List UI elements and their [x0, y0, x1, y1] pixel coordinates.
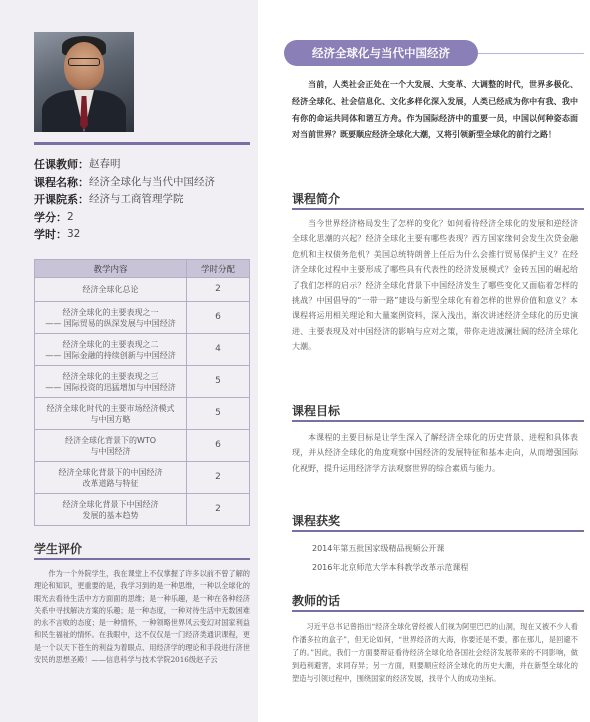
student-eval-title: 学生评价 — [34, 542, 83, 556]
table-row — [35, 430, 250, 462]
course-name: 经济全球化与当代中国经济 — [89, 175, 215, 188]
awards-title: 课程获奖 — [292, 514, 341, 528]
credit-label: 学分： — [34, 210, 67, 224]
credit-value: 2 — [67, 210, 74, 223]
row-hours: 5 — [187, 398, 250, 430]
table-row — [35, 494, 250, 526]
row-content: 经济全球化背景下的中国经济 改革道路与特征 — [35, 462, 187, 494]
overview-rule — [292, 208, 584, 210]
banner-rule — [478, 53, 584, 54]
row-content: 经济全球化的主要表现之三 —— 国际投资的迅猛增加与中国经济 — [35, 366, 187, 398]
table-row — [35, 366, 250, 398]
teacher-photo — [34, 32, 134, 132]
row-content: 经济全球化的主要表现之一 —— 国际贸易的纵深发展与中国经济 — [35, 302, 187, 334]
header-hours: 学时分配 — [187, 260, 250, 278]
table-row — [35, 398, 250, 430]
row-content: 经济全球化背景下中国经济 发展的基本趋势 — [35, 494, 187, 526]
course-label: 课程名称： — [34, 175, 89, 189]
row-hours: 5 — [187, 366, 250, 398]
teacher-msg-title: 教师的话 — [292, 594, 341, 608]
course-title-banner: 经济全球化与当代中国经济 — [284, 40, 478, 66]
hours-value: 32 — [67, 228, 81, 240]
table-row — [35, 462, 250, 494]
table-row — [35, 302, 250, 334]
row-hours: 2 — [187, 278, 250, 302]
left-panel — [0, 0, 258, 722]
student-eval-rule — [34, 558, 250, 560]
row-content: 经济全球化的主要表现之二 —— 国际金融的持续创新与中国经济 — [35, 334, 187, 366]
row-hours: 2 — [187, 462, 250, 494]
row-hours: 6 — [187, 302, 250, 334]
header-content: 教学内容 — [35, 260, 187, 278]
teacher-msg-text: 习近平总书记曾指出“经济全球化曾经被人们视为阿里巴巴的山洞，现在又被不少人看作潘多拉的盒子”，但无论如何，“世界经济的大海，你要还是不要，都在那儿，是回避不了的。”因此，我们一方面要辩证看待经济全球化给各国社会经济发展带来的不同影响，做到趋利避害，求同存异；另一方面，则要顺应经济全球化的历史大潮，并在新型全球化的塑造与引领过程中，围绕国家的经济发展，找寻个人的成功坐标。 — [292, 622, 578, 683]
row-content: 经济全球化背景下的WTO 与中国经济 — [35, 430, 187, 462]
intro-text: 当前，人类社会正处在一个大发展、大变革、大调整的时代，世界多极化、经济全球化、社会信息化、文化多样化深入发展，人类已经成为你中有我、我中有你的命运共同体和谐互方舟。作为国际经济中的重要一员，中国以何种姿态面对当前世界？既要顺应经济全球化大潮，又将引领新型全球化的前行之路！ — [292, 79, 578, 140]
course-info — [34, 156, 215, 244]
student-eval-text: 作为一个外院学生，我在课堂上不仅掌握了许多以前不曾了解的理论和知识，更重要的是，我学习到的是一种思维，一种以全球化的眼光去看待生活中方方面面的思维；是一种乐趣，是一种在各种经济关系中寻找解决方案的乐趣；是一种态度，一种对待生活中无数困难的永不言败的态度；是一种情怀，一种领略世界风云变幻对国家利益和民生福祉的情怀。在我眼中，这不仅仅是一门经济类通识课程，更是一个以天下苍生的利益为着眼点、用经济学的理论和手段进行济世安民的思想圣殿！——信息科学与技术学院2016级赵子云 — [34, 569, 250, 665]
teacher-msg-rule — [292, 610, 584, 612]
row-content: 经济全球化时代的主要市场经济模式 与中国方略 — [35, 398, 187, 430]
goals-text: 本课程的主要目标是让学生深入了解经济全球化的历史背景、进程和具体表现，并从经济全球化的角度观察中国经济的发展特征和基本走向，从而增强国际化视野，提升运用经济学方法观察世界的综合素质与能力。 — [292, 433, 578, 473]
row-hours: 6 — [187, 430, 250, 462]
awards-rule — [292, 530, 584, 532]
teacher-label: 任课教师： — [34, 158, 89, 171]
hours-label: 学时： — [34, 228, 67, 241]
table-header-row — [35, 260, 250, 278]
school-label: 开课院系： — [34, 193, 89, 206]
award-item: 2014年第五批国家级精品视频公开课 — [312, 544, 445, 553]
row-hours: 4 — [187, 334, 250, 366]
goals-title: 课程目标 — [292, 404, 341, 418]
schedule-table — [34, 259, 250, 526]
photo-divider — [34, 142, 250, 145]
row-content: 经济全球化总论 — [35, 278, 187, 302]
row-hours: 2 — [187, 494, 250, 526]
goals-rule — [292, 420, 584, 422]
table-row — [35, 278, 250, 302]
overview-title: 课程简介 — [292, 192, 341, 206]
table-row — [35, 334, 250, 366]
overview-text: 当今世界经济格局发生了怎样的变化？如何看待经济全球化的发展和逆经济全球化思潮的兴起？经济全球化主要有哪些表现？西方国家缘何会发生次贷金融危机和主权债务危机？美国总统特朗普上任后为什么会推行贸易保护主义？在经济全球化过程中主要形成了哪些具有代表性的经济发展模式？金砖五国的崛起给了我们怎样的启示？经济全球化背景下中国经济发生了哪些变化又面临着怎样的挑战？中国倡导的“一带一路”建设与新型全球化有着怎样的世界价值和意义？本课程将运用相关理论和大量案例资料，深入浅出，渐次讲述经济全球化的历史演进、主要表现及对中国经济的影响与应对之策，带你走进波澜壮阔的经济全球化大潮。 — [292, 219, 578, 352]
award-item: 2016年北京师范大学本科教学改革示范课程 — [312, 563, 469, 572]
school-name: 经济与工商管理学院 — [89, 193, 184, 205]
teacher-name: 赵春明 — [89, 158, 121, 170]
